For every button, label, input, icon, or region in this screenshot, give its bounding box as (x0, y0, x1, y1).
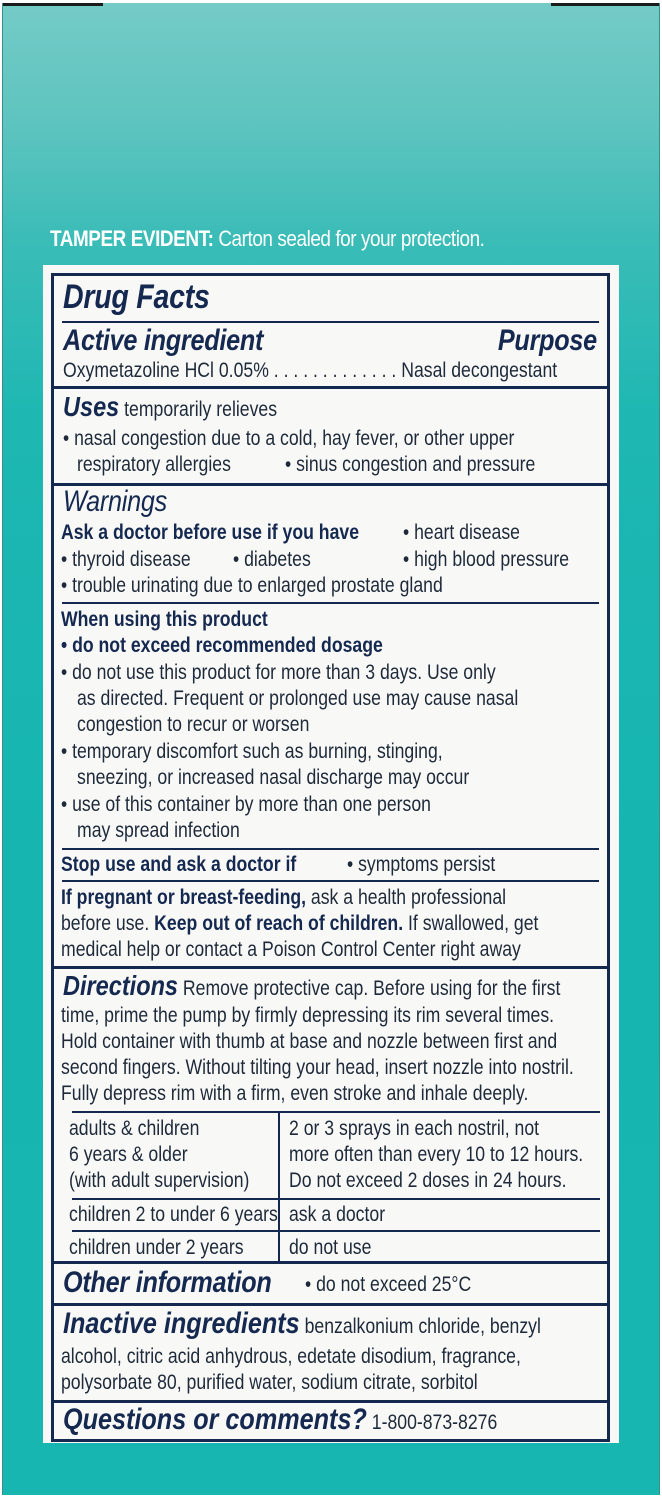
ingredient-name: Oxymetazoline HCl 0.05% (63, 359, 269, 382)
active-ingredient-heading: Active ingredient (63, 324, 264, 357)
warning-item: • high blood pressure (403, 548, 570, 571)
when-using-item-continued: may spread infection (77, 819, 240, 842)
when-using-item: • do not use this product for more than 3 days. Use only (61, 661, 496, 684)
questions-heading: Questions or comments? (63, 1403, 367, 1436)
pregnancy-warning-line: medical help or contact a Poison Control Center right away (61, 938, 521, 961)
pregnancy-bold: If pregnant or breast-feeding, (61, 886, 307, 909)
divider (62, 880, 599, 882)
questions-line (63, 1403, 498, 1436)
table-border (72, 1111, 600, 1113)
when-using-item: • temporary discomfort such as burning, stinging, (61, 740, 443, 763)
phone-number: 1-800-873-8276 (366, 1411, 498, 1434)
active-ingredient-row (63, 358, 557, 384)
inactive-heading: Inactive ingredients (63, 1307, 300, 1340)
carton-top-edge (3, 3, 103, 6)
drug-facts-title: Drug Facts (63, 278, 210, 316)
other-info-item: • do not exceed 25°C (305, 1273, 472, 1296)
uses-item: • sinus congestion and pressure (285, 453, 536, 476)
purpose-heading: Purpose (497, 324, 597, 357)
inactive-line: alcohol, citric acid anhydrous, edetate disodium, fragrance, (61, 1345, 521, 1368)
uses-section (63, 391, 278, 423)
pregnancy-text: If swallowed, get (403, 912, 539, 935)
uses-heading: Uses (63, 391, 120, 422)
table-cell-dose: do not use (289, 1236, 372, 1259)
table-row-divider (72, 1198, 600, 1200)
directions-line: time, prime the pump by firmly depressing its rim several times. (61, 1004, 555, 1027)
inactive-text: benzalkonium chloride, benzyl (299, 1315, 541, 1338)
leader-dots: . . . . . . . . . . . . . (268, 359, 397, 382)
divider (62, 848, 599, 850)
warnings-heading: Warnings (63, 485, 167, 518)
section-divider (54, 1303, 607, 1306)
when-using-bold-item: • do not exceed recommended dosage (61, 634, 383, 657)
directions-line: Fully depress rim with a firm, even stroke and inhale deeply. (61, 1082, 529, 1105)
tamper-evident-notice: TAMPER EVIDENT: Carton sealed for your protection. (50, 226, 485, 251)
when-using-label: When using this product (61, 608, 268, 631)
warning-item: • thyroid disease (61, 548, 191, 571)
warning-item: • diabetes (233, 548, 311, 571)
directions-line: Hold container with thumb at base and nozzle between first and (61, 1030, 558, 1053)
warning-item: • heart disease (403, 521, 520, 544)
table-cell-who: (with adult supervision) (69, 1169, 250, 1192)
when-using-item-continued: as directed. Frequent or prolonged use may cause nasal (77, 687, 519, 710)
stop-use-item: • symptoms persist (347, 853, 496, 876)
uses-intro: temporarily relieves (119, 398, 278, 421)
uses-item: • nasal congestion due to a cold, hay fever, or other upper (63, 427, 515, 450)
when-using-item-continued: congestion to recur or worsen (77, 713, 310, 736)
other-info-heading: Other information (63, 1266, 272, 1299)
directions-line (63, 970, 561, 1002)
section-divider (54, 966, 607, 969)
table-cell-dose: 2 or 3 sprays in each nostril, not (289, 1117, 540, 1140)
table-cell-who: adults & children (69, 1117, 200, 1140)
warning-item: • trouble urinating due to enlarged prostate gland (61, 574, 443, 597)
table-row-divider (72, 1230, 600, 1232)
table-cell-who: children under 2 years (69, 1236, 244, 1259)
table-cell-who: 6 years & older (69, 1143, 188, 1166)
pregnancy-warning-line (61, 885, 506, 911)
section-divider (54, 386, 607, 389)
ask-doctor-label: Ask a doctor before use if you have (61, 521, 360, 544)
carton-top-edge (551, 3, 659, 6)
table-cell-dose: Do not exceed 2 doses in 24 hours. (289, 1169, 567, 1192)
ingredient-purpose: Nasal decongestant (401, 359, 558, 382)
pregnancy-text: ask a health professional (306, 886, 507, 909)
when-using-item-continued: sneezing, or increased nasal discharge may occur (77, 766, 470, 789)
stop-use-label: Stop use and ask a doctor if (61, 853, 297, 876)
table-cell-dose: more often than every 10 to 12 hours. (289, 1143, 584, 1166)
inactive-line (63, 1307, 541, 1340)
table-cell-dose: ask a doctor (289, 1203, 386, 1226)
divider (62, 321, 599, 323)
directions-line: second fingers. Without tilting your head, insert nozzle into nostril. (61, 1056, 574, 1079)
inactive-line: polysorbate 80, purified water, sodium citrate, sorbitol (61, 1371, 478, 1394)
divider (62, 602, 599, 604)
pregnancy-text: before use. (61, 912, 155, 935)
uses-item-continued: respiratory allergies (77, 453, 231, 476)
pregnancy-warning-line (61, 911, 538, 937)
directions-text: Remove protective cap. Before using for the first (178, 977, 561, 1000)
when-using-item: • use of this container by more than one person (61, 793, 431, 816)
keep-out-of-reach: Keep out of reach of children. (154, 912, 404, 935)
drug-facts-box (51, 273, 610, 1442)
section-divider (54, 1261, 607, 1264)
directions-heading: Directions (63, 970, 179, 1001)
table-cell-who: children 2 to under 6 years (69, 1203, 278, 1226)
table-column-divider (278, 1111, 280, 1261)
